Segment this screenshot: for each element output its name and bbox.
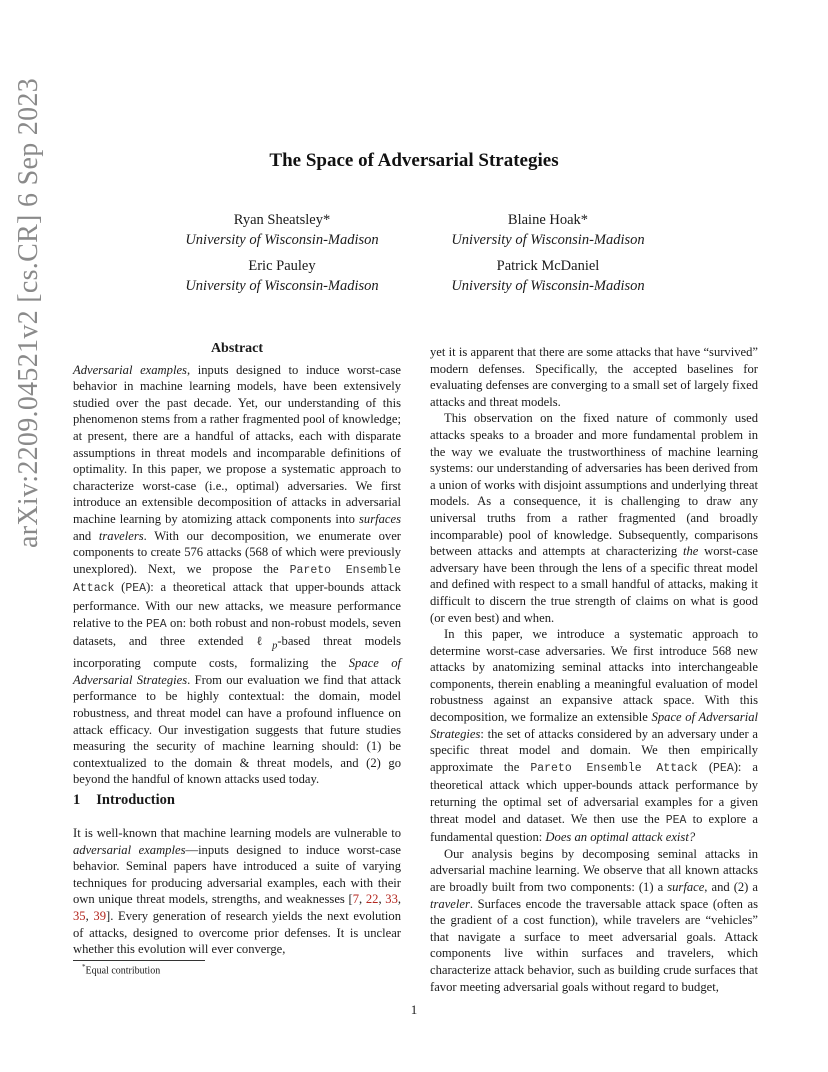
- author-block: [152, 256, 412, 296]
- footnote: [82, 963, 160, 976]
- section-title: Introduction: [96, 792, 175, 808]
- footnote-rule: [73, 960, 205, 961]
- body-paragraph: yet it is apparent that there are some attacks that have “survived” modern defenses. Specifically, the accepted baselines for evaluating defenses are converging to a small set of largely fixed attacks and threat models.: [430, 345, 758, 409]
- arxiv-date: 6 Sep 2023: [13, 78, 44, 207]
- footnote-mark: *: [82, 963, 86, 971]
- author-name: Eric Pauley: [248, 258, 316, 274]
- footnote-text: Equal contribution: [85, 965, 161, 977]
- right-column: [430, 344, 758, 995]
- abstract-section: [73, 341, 401, 788]
- citation-link[interactable]: 39: [93, 908, 106, 923]
- citation-link[interactable]: 35: [73, 908, 86, 923]
- abstract-body: Adversarial examples, inputs designed to induce worst-case behavior in machine learning models, have been extensively studied over the past decade. Yet, our understanding of this phenomenon stems from a rather fragmented pool of knowledge; at present, there are a handful of attacks, each with disparate assumptions in threat models and incomparable definitions of optimality. In this paper, we propose a systematic approach to characterize worst-case (i.e., optimal) adversaries. We first introduce an extensible decomposition of attacks in adversarial machine learning by atomizing attack components into surfaces and travelers. With our decomposition, we enumerate over components to create 576 attacks (568 of which were previously unexplored). Next, we propose the Pareto Ensemble Attack (PEA): a theoretical attack that upper-bounds attack performance. With our new attacks, we measure performance relative to the PEA on: both robust and non-robust models, seven datasets, and three extended ℓ$_p$-based threat models incorporating compute costs, formalizing the Space of Adversarial Strategies. From our evaluation we find that attack performance to be highly contextual: the domain, model robustness, and threat model can have a profound influence on attack efficacy. Our investigation suggests that future studies measuring the security of machine learning should: (1) be contextualized to the domain & threat models, and (2) go beyond the handful of known attacks used today.: [73, 362, 401, 787]
- paper-title: The Space of Adversarial Strategies: [269, 150, 559, 171]
- abstract-heading: Abstract: [210, 341, 264, 356]
- body-paragraph: This observation on the fixed nature of commonly used attacks speaks to a broader and more fundamental problem in the way we evaluate the trustworthiness of machine learning systems: our understanding of adversaries has been derived from a union of works with disjoint assumptions and underlying threat models. As a consequence, it is challenging to draw any universal truths from a rather fragmented (and broadly incomparable) pool of knowledge. Subsequently, comparisons between attacks and attempts at characterizing the worst-case adversary have been through the lens of a specific threat model and defined with respect to a small handful of attacks, making it difficult to discern the true strength of claims on what is good (or even best) and when.: [430, 411, 758, 625]
- author-affiliation: University of Wisconsin-Madison: [451, 232, 645, 248]
- section-heading-introduction: [73, 792, 175, 809]
- citation-link[interactable]: 7: [352, 892, 359, 907]
- arxiv-category: [cs.CR]: [13, 214, 44, 303]
- section-number: 1: [73, 792, 81, 808]
- introduction-paragraph: [73, 825, 401, 958]
- author-name: Ryan Sheatsley*: [233, 212, 331, 228]
- author-block: [418, 256, 678, 296]
- body-paragraph: In this paper, we introduce a systematic approach to determine worst-case adversaries. We first introduce 568 new attacks by anatomizing seminal attacks into interchangeable components, therein enabling a meaningful evaluation of model robustness against an expansive attack space. With this decomposition, we formalize an extensible Space of Adversarial Strategies: the set of attacks considered by an adversary under a specific threat model and domain. We then empirically approximate the Pareto Ensemble Attack (PEA): a theoretical attack which upper-bounds attack performance by returning the optimal set of adversarial examples for a given threat model and dataset. We then use the PEA to explore a fundamental question: Does an optimal attack exist?: [430, 627, 759, 845]
- author-block: [418, 210, 678, 250]
- author-affiliation: University of Wisconsin-Madison: [185, 232, 379, 248]
- page-number: 1: [410, 1002, 418, 1017]
- intro-body: It is well-known that machine learning models are vulnerable to adversarial examples—inputs designed to induce worst-case behavior. Seminal papers have introduced a suite of varying techniques for producing adversarial examples, each with their own unique threat models, strengths, and weaknesses [7, 22, 33, 35, 39]. Every generation of research yields the next evolution of attacks, designed to overcome prior defenses. It is unclear whether this evolution will ever converge,: [73, 826, 402, 957]
- author-name: Blaine Hoak*: [507, 212, 589, 228]
- arxiv-id: arXiv:2209.04521v2: [13, 310, 44, 548]
- author-affiliation: University of Wisconsin-Madison: [185, 278, 379, 294]
- author-name: Patrick McDaniel: [496, 258, 600, 274]
- author-affiliation: University of Wisconsin-Madison: [451, 278, 645, 294]
- citation-link[interactable]: 22: [365, 892, 379, 907]
- author-block: [152, 210, 412, 250]
- body-paragraph: Our analysis begins by decomposing seminal attacks in adversarial machine learning. We observe that all known attacks are broadly built from two components: (1) a surface, and (2) a traveler. Surfaces encode the traversable attack space (often as the gradient of a cost function), while travelers are “vehicles” that navigate a surface to meet adversarial goals. Attack components live within surfaces and travelers, which characterize attack behavior, such as building crude surfaces that favor meeting adversarial goals without regard to budget,: [430, 846, 759, 994]
- citation-link[interactable]: 33: [385, 892, 398, 907]
- arxiv-identifier-stamp: [3, 78, 55, 548]
